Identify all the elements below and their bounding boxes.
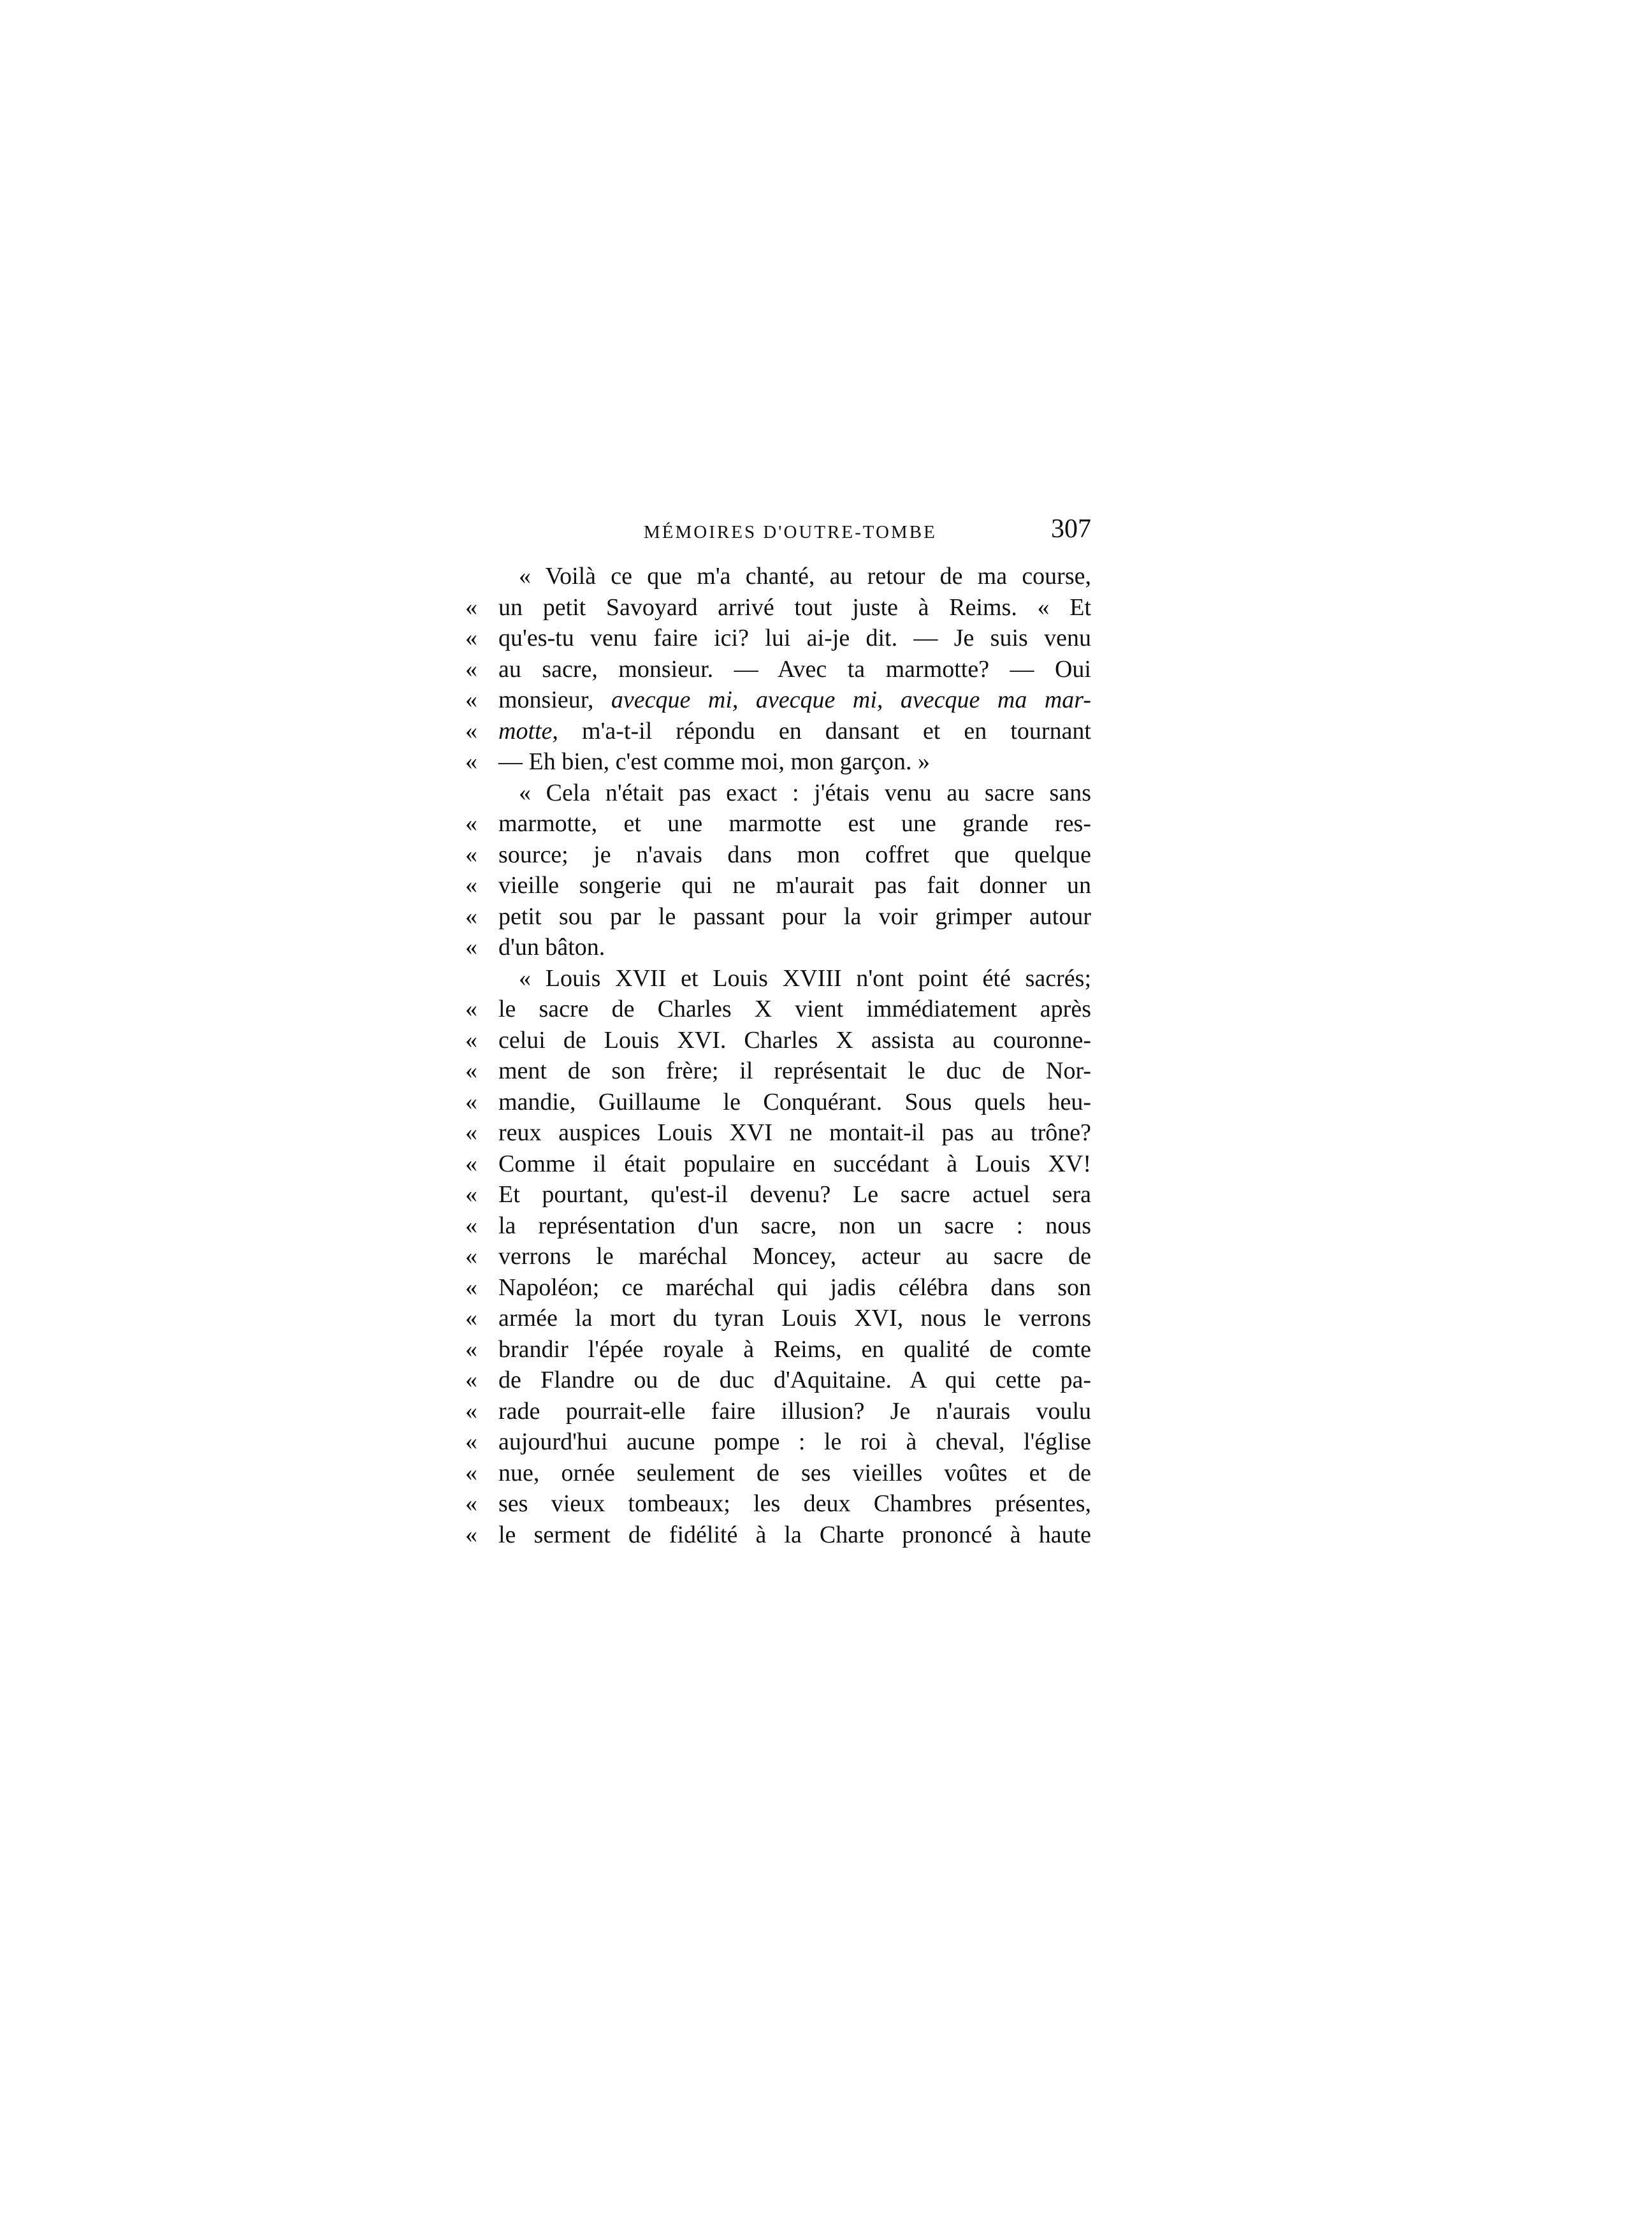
quote-mark: « [465, 1026, 477, 1054]
line-text: la représentation d'un sacre, non un sacre : nous [498, 1212, 1091, 1239]
quote-mark: « [465, 748, 477, 775]
quote-mark: « [465, 1181, 477, 1208]
quote-mark: « [465, 1397, 477, 1425]
text-line [465, 1458, 1091, 1489]
text-line [465, 901, 1091, 933]
page-number: 307 [1051, 514, 1091, 544]
text-line [465, 778, 1091, 809]
line-text: le sacre de Charles X vient immédiatement après [498, 996, 1091, 1022]
line-text: rade pourrait-elle faire illusion? Je n'aurais voulu [498, 1397, 1091, 1425]
line-text [498, 685, 1091, 716]
text-line [465, 561, 1091, 592]
quote-mark: « [465, 1150, 477, 1177]
text-line [465, 1241, 1091, 1272]
text-line [465, 1272, 1091, 1303]
text-line [465, 1149, 1091, 1180]
line-text: « Louis XVII et Louis XVIII n'ont point été sacrés; [519, 964, 1091, 992]
quote-mark: « [465, 1088, 477, 1115]
text-line [465, 870, 1091, 901]
text-line [465, 1488, 1091, 1520]
quote-mark: « [465, 655, 477, 683]
quote-mark: « [465, 1057, 477, 1084]
quote-mark: « [465, 1212, 477, 1239]
text-line [465, 1365, 1091, 1396]
line-text: ses vieux tombeaux; les deux Chambres présentes, [498, 1490, 1091, 1517]
text-line [465, 963, 1091, 994]
quote-mark: « [465, 717, 477, 744]
quote-mark: « [465, 841, 477, 868]
text-line [465, 592, 1091, 623]
line-text-roman: m'a-t-il répondu en dansant et en tournant [558, 717, 1091, 744]
text-line [465, 1056, 1091, 1087]
text-line [465, 994, 1091, 1025]
line-text: verrons le maréchal Moncey, acteur au sacre de [498, 1243, 1091, 1270]
line-text: petit sou par le passant pour la voir grimper autour [498, 903, 1091, 930]
body-text [465, 561, 1091, 1550]
text-line [465, 746, 1091, 778]
text-line [465, 685, 1091, 716]
quote-mark: « [465, 1243, 477, 1270]
text-line [465, 1334, 1091, 1365]
quote-mark: « [465, 625, 477, 651]
quote-mark: « [465, 1459, 477, 1486]
quote-mark: « [465, 903, 477, 930]
line-text: — Eh bien, c'est comme moi, mon garçon. » [498, 748, 930, 775]
quote-mark: « [465, 1367, 477, 1393]
text-line [465, 839, 1091, 871]
line-text: celui de Louis XVI. Charles X assista au couronne- [498, 1026, 1091, 1054]
line-text: aujourd'hui aucune pompe : le roi à cheval, l'église [498, 1428, 1091, 1455]
line-text: ment de son frère; il représentait le duc de Nor- [498, 1057, 1091, 1084]
line-text: mandie, Guillaume le Conquérant. Sous quels heu- [498, 1088, 1091, 1115]
quote-mark: « [465, 996, 477, 1022]
text-line [465, 1210, 1091, 1242]
text-line [465, 1179, 1091, 1210]
line-text-italic: motte, [498, 717, 558, 744]
text-line [465, 1087, 1091, 1118]
line-text: « Cela n'était pas exact : j'étais venu au sacre sans [519, 779, 1091, 806]
quote-mark: « [465, 1335, 477, 1363]
line-text: de Flandre ou de duc d'Aquitaine. A qui cette pa- [498, 1367, 1091, 1393]
text-line [465, 1303, 1091, 1334]
quote-mark: « [465, 593, 477, 621]
line-text: le serment de fidélité à la Charte prononcé à haute [498, 1521, 1091, 1548]
quote-mark: « [465, 872, 477, 899]
text-line [465, 654, 1091, 685]
line-text: nue, ornée seulement de ses vieilles voûtes et de [498, 1459, 1091, 1486]
line-text: d'un bâton. [498, 934, 605, 961]
text-line [465, 1396, 1091, 1427]
line-text: un petit Savoyard arrivé tout juste à Reims. « Et [498, 593, 1091, 621]
line-text: brandir l'épée royale à Reims, en qualité de comte [498, 1335, 1091, 1363]
line-text: « Voilà ce que m'a chanté, au retour de ma course, [519, 563, 1091, 590]
line-text: Napoléon; ce maréchal qui jadis célébra dans son [498, 1274, 1091, 1301]
text-line [465, 623, 1091, 654]
line-text-italic: avecque mi, avecque mi, avecque ma mar- [611, 686, 1091, 713]
running-title: MÉMOIRES D'OUTRE-TOMBE [644, 522, 937, 542]
quote-mark: « [465, 1274, 477, 1301]
line-text: source; je n'avais dans mon coffret que quelque [498, 841, 1091, 868]
quote-mark: « [465, 810, 477, 837]
line-text: reux auspices Louis XVI ne montait-il pas au trône? [498, 1119, 1091, 1146]
quote-mark: « [465, 1490, 477, 1517]
line-text [498, 716, 1091, 747]
line-text: vieille songerie qui ne m'aurait pas fait donner un [498, 872, 1091, 899]
text-line [465, 1520, 1091, 1551]
line-text: Et pourtant, qu'est-il devenu? Le sacre actuel sera [498, 1181, 1091, 1208]
line-text: marmotte, et une marmotte est une grande res- [498, 810, 1091, 837]
quote-mark: « [465, 1428, 477, 1455]
quote-mark: « [465, 1119, 477, 1146]
text-line [465, 1025, 1091, 1056]
quote-mark: « [465, 686, 477, 713]
quote-mark: « [465, 1521, 477, 1548]
page-header [644, 513, 1091, 551]
text-line [465, 1427, 1091, 1458]
text-line [465, 716, 1091, 747]
text-line [465, 932, 1091, 963]
quote-mark: « [465, 1305, 477, 1332]
quote-mark: « [465, 934, 477, 961]
line-text: armée la mort du tyran Louis XVI, nous le verrons [498, 1305, 1091, 1332]
text-line [465, 808, 1091, 839]
line-text: qu'es-tu venu faire ici? lui ai-je dit. — Je suis venu [498, 625, 1091, 651]
line-text-roman: monsieur, [498, 686, 611, 713]
text-line [465, 1117, 1091, 1149]
line-text: Comme il était populaire en succédant à Louis XV! [498, 1150, 1091, 1177]
line-text: au sacre, monsieur. — Avec ta marmotte? — Oui [498, 655, 1091, 683]
